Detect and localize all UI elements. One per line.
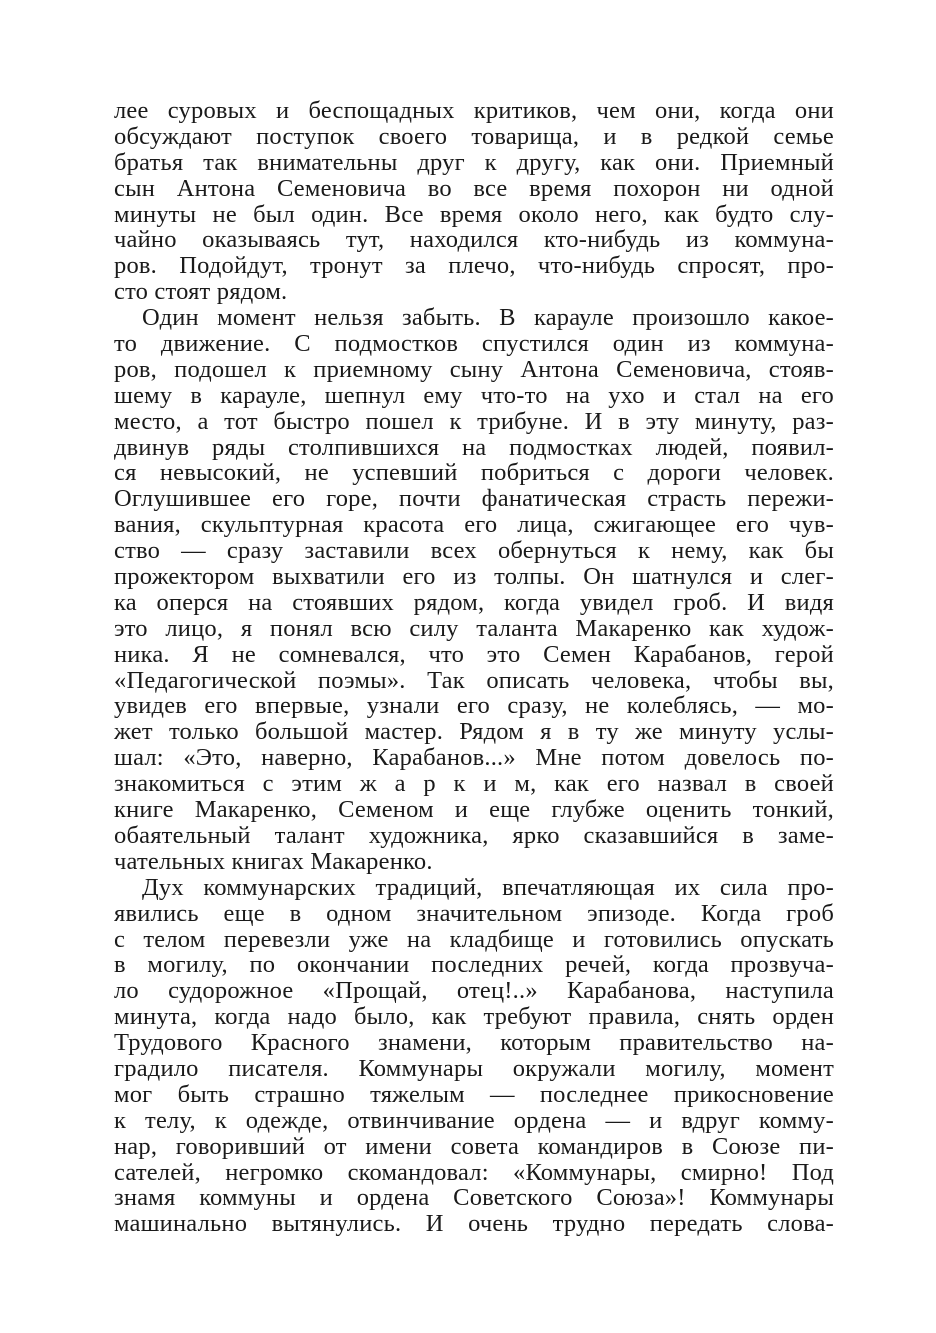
text-line: чайно оказываясь тут, находился кто-нибудь из коммуна-	[114, 226, 834, 254]
text-line: сын Антона Семеновича во все время похорон ни одной	[114, 174, 834, 202]
text-line: ся невысокий, не успевший побриться с дороги человек.	[114, 459, 834, 487]
text-line: сто стоят рядом.	[114, 278, 288, 306]
text-line: ника. Я не сомневался, что это Семен Карабанов, герой	[114, 640, 834, 668]
text-line: в могилу, по окончании последних речей, когда прозвуча-	[114, 951, 834, 979]
text-line: книге Макаренко, Семеном и еще глубже оценить тонкий,	[114, 796, 834, 824]
text-line: мог быть страшно тяжелым — последнее прикосновение	[114, 1080, 834, 1108]
text-line: братья так внимательны друг к другу, как они. Приемный	[114, 148, 834, 176]
text-line: с телом перевезли уже на кладбище и готовились опускать	[114, 925, 834, 953]
text-line: обаятельный талант художника, ярко сказавшийся в заме-	[114, 821, 834, 849]
paragraph-2	[114, 305, 834, 875]
text-line: явились еще в одном значительном эпизоде. Когда гроб	[114, 899, 834, 927]
text-line: минуты не был один. Все время около него, как будто слу-	[114, 200, 834, 228]
text-line: лее суровых и беспощадных критиков, чем они, когда они	[114, 97, 834, 124]
text-line: место, а тот быстро пошел к трибуне. И в эту минуту, раз-	[114, 407, 834, 435]
text-line: к телу, к одежде, отвинчивание ордена — и вдруг комму-	[114, 1106, 834, 1134]
text-line: ров. Подойдут, тронут за плечо, что-нибудь спросят, про-	[114, 252, 834, 280]
text-line: то движение. С подмостков спустился один из коммуна-	[114, 330, 834, 358]
text-line: «Педагогической поэмы». Так описать человека, чтобы вы,	[114, 666, 834, 694]
text-line: машинально вытянулись. И очень трудно передать слова-	[114, 1210, 834, 1238]
text-line: Оглушившее его горе, почти фанатическая страсть пережи-	[114, 485, 834, 513]
text-line: ство — сразу заставили всех обернуться к нему, как бы	[114, 537, 834, 565]
paragraph-1	[114, 98, 834, 305]
text-line: жет только большой мастер. Рядом я в ту же минуту услы-	[114, 718, 834, 746]
text-line: шал: «Это, наверно, Карабанов...» Мне потом довелось по-	[114, 744, 834, 772]
text-line: сателей, негромко скомандовал: «Коммунары, смирно! Под	[114, 1158, 834, 1186]
text-line: чательных книгах Макаренко.	[114, 847, 433, 875]
text-line: Один момент нельзя забыть. В карауле произошло какое-	[142, 304, 834, 332]
text-line: обсуждают поступок своего товарища, и в редкой семье	[114, 122, 834, 150]
text-line: знакомиться с этим ж а р к и м, как его назвал в своей	[114, 770, 834, 798]
text-line: шему в карауле, шепнул ему что-то на ухо и стал на его	[114, 381, 834, 409]
page-text	[114, 98, 834, 1237]
text-line: прожектором выхватили его из толпы. Он шатнулся и слег-	[114, 563, 834, 591]
text-line: знамя коммуны и ордена Советского Союза»! Коммунары	[114, 1184, 834, 1212]
paragraph-3	[114, 875, 834, 1237]
text-line: ров, подошел к приемному сыну Антона Семеновича, стояв-	[114, 355, 834, 383]
text-line: двинув ряды столпившихся на подмостках людей, появил-	[114, 433, 834, 461]
text-line: ло судорожное «Прощай, отец!..» Карабанова, наступила	[114, 977, 834, 1005]
text-line: увидев его впервые, узнали его сразу, не колеблясь, — мо-	[114, 692, 834, 720]
text-line: Трудового Красного знамени, которым правительство на-	[114, 1029, 834, 1057]
text-line: Дух коммунарских традиций, впечатляющая их сила про-	[142, 873, 834, 901]
text-line: нар, говоривший от имени совета командиров в Союзе пи-	[114, 1132, 834, 1160]
text-line: вания, скульптурная красота его лица, сжигающее его чув-	[114, 511, 834, 539]
text-line: это лицо, я понял всю силу таланта Макаренко как худож-	[114, 614, 834, 642]
text-line: градило писателя. Коммунары окружали могилу, момент	[114, 1054, 834, 1082]
text-line: минута, когда надо было, как требуют правила, снять орден	[114, 1003, 834, 1031]
text-line: ка оперся на стоявших рядом, когда увидел гроб. И видя	[114, 588, 834, 616]
